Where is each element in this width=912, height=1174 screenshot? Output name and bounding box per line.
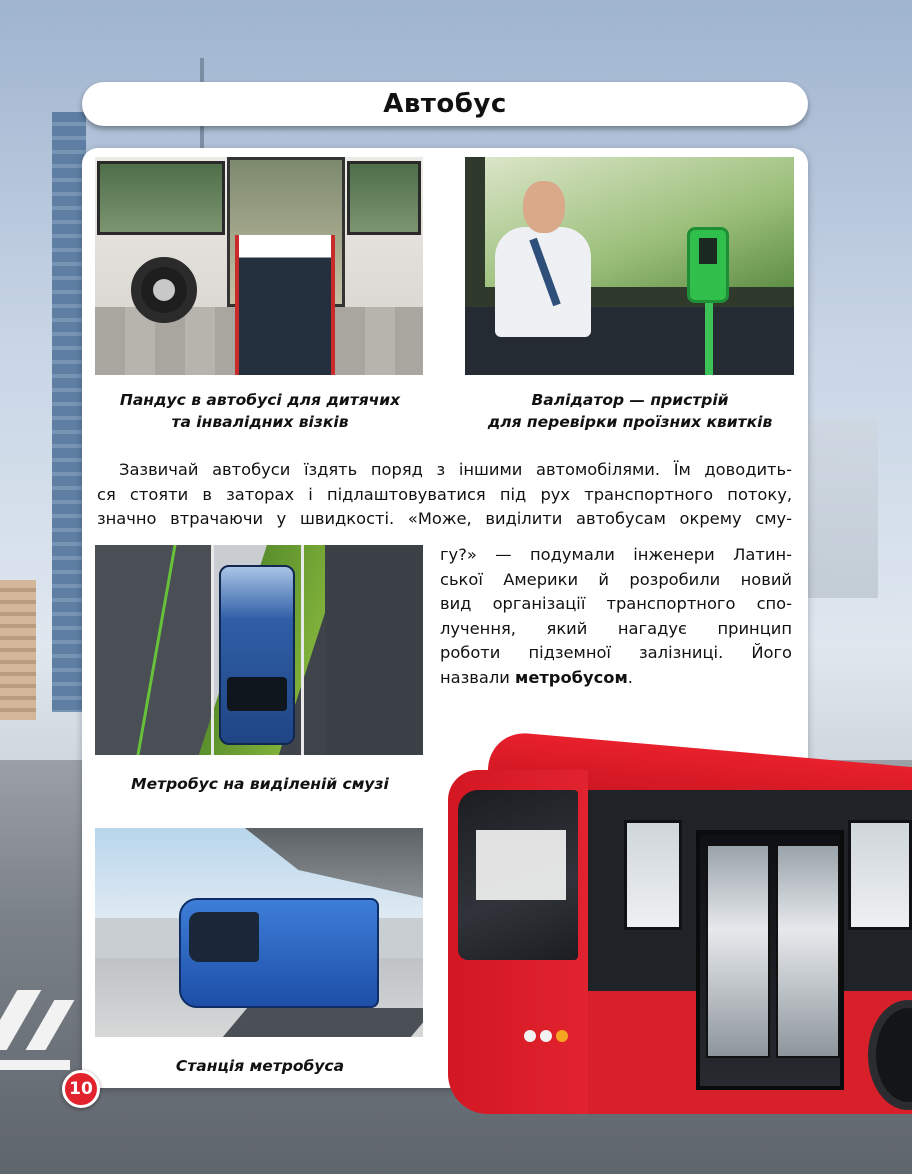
red-bus-illustration (448, 730, 912, 1114)
photo-caption-validator (462, 389, 798, 433)
caption-line: для перевірки проїзних квитків (487, 413, 773, 431)
page-number-badge: 10 (62, 1070, 100, 1108)
caption-line: Валідатор — пристрій (531, 391, 729, 409)
text-fragment: назвали (440, 667, 516, 687)
text-line: вид організації транспортного спо- (440, 594, 792, 613)
text-line: ської Америки й розробили новий (440, 569, 792, 589)
key-term: метробусом (515, 667, 628, 687)
text-line: лучення, який нагадує принцип (440, 618, 792, 638)
text-line: гу?» — подумали інженери Латин- (440, 545, 792, 564)
page-title-bar (82, 82, 808, 126)
photo-bus-validator (465, 157, 794, 375)
background-building-left (0, 580, 36, 720)
text-fragment: . (627, 667, 633, 687)
photo-bus-ramp (95, 157, 423, 375)
caption-line: та інвалідних візків (171, 413, 349, 431)
text-line: Зазвичай автобуси їздять поряд з іншими автомобілями. Їм доводить- (119, 460, 792, 479)
body-paragraph-full-width (97, 458, 792, 532)
photo-metrobus-station (95, 828, 423, 1037)
photo-caption-ramp (100, 389, 420, 433)
body-paragraph-narrow (440, 543, 792, 690)
text-line: ся стояти в заторах і підлаштовуватися під рух транспортного потоку, (97, 484, 792, 504)
photo-caption-metrobus-lane: Метробус на виділеній смузі (131, 775, 389, 793)
background-skyscraper (52, 112, 86, 712)
photo-caption-station: Станція метробуса (175, 1057, 345, 1075)
photo-metrobus-lane (95, 545, 423, 755)
background-building-right (808, 418, 878, 598)
road-marking (0, 1060, 70, 1070)
text-line-last (440, 666, 792, 691)
text-line: роботи підземної залізниці. Його (440, 643, 792, 662)
road-marking (26, 1000, 75, 1050)
text-line: значно втрачаючи у швидкості. «Може, виділити автобусам окрему сму- (97, 509, 792, 528)
page-title: Автобус (383, 89, 507, 119)
caption-line: Пандус в автобусі для дитячих (119, 391, 401, 409)
